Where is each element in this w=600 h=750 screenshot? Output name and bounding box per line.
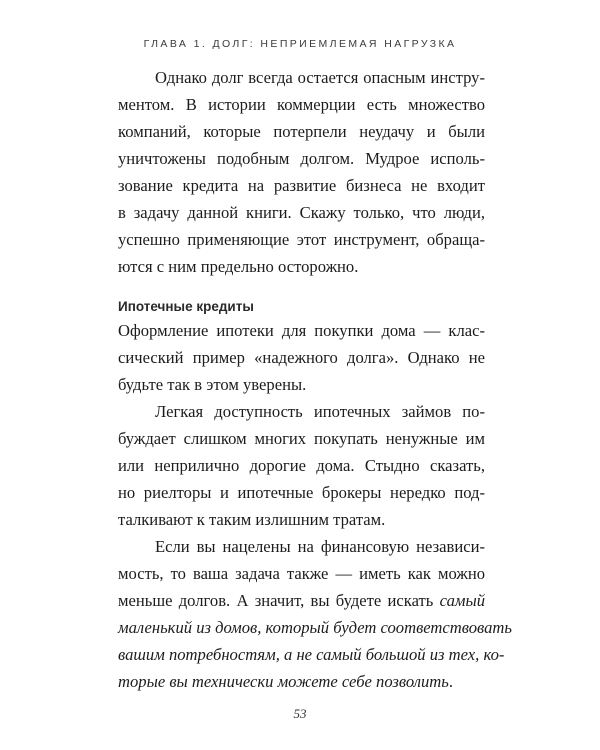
text-line xyxy=(118,672,485,692)
text-line: в задачу данной книги. Скажу только, что люди, xyxy=(118,203,485,222)
text-line: успешно применяющие этот инструмент, обраща- xyxy=(118,230,485,249)
text-line: уничтожены подобным долгом. Мудрое исполь- xyxy=(118,149,485,168)
text-line: мость, то ваша задача также — иметь как можно xyxy=(118,564,485,583)
text-line: будьте так в этом уверены. xyxy=(118,375,307,394)
text-line: Легкая доступность ипотечных займов по- xyxy=(155,402,485,421)
section-heading: Ипотечные кредиты xyxy=(118,299,254,314)
text-line xyxy=(118,591,485,611)
emphasis-text: вашим потребностям, а не самый большой из тех, ко- xyxy=(118,645,505,664)
running-head: ГЛАВА 1. ДОЛГ: НЕПРИЕМЛЕМАЯ НАГРУЗКА xyxy=(143,38,457,50)
text-line: или неприлично дорогие дома. Стыдно сказать, xyxy=(118,456,485,475)
text-span: меньше долгов. А значит, вы будете искать xyxy=(118,591,440,610)
text-line: зование кредита на развитие бизнеса не входит xyxy=(118,176,485,195)
text-line: ментом. В истории коммерции есть множество xyxy=(118,95,485,114)
text-line: талкивают к таким излишним тратам. xyxy=(118,510,386,529)
text-line: буждает слишком многих покупать ненужные им xyxy=(118,429,485,448)
emphasis-text: самый xyxy=(439,591,485,610)
text-span: . xyxy=(448,672,454,691)
text-line: сический пример «надежного долга». Однако не xyxy=(118,348,485,367)
text-line: Если вы нацелены на финансовую независи- xyxy=(155,537,485,556)
text-line: ются с ним предельно осторожно. xyxy=(118,257,359,276)
text-line: но риелторы и ипотечные брокеры нередко под- xyxy=(118,483,485,502)
text-line: Однако долг всегда остается опасным инстру- xyxy=(155,68,485,87)
text-line: Оформление ипотеки для покупки дома — клас- xyxy=(118,321,485,340)
emphasis-text: маленький из домов, который будет соответствовать xyxy=(118,618,512,637)
page-number: 53 xyxy=(293,706,307,721)
text-line: компаний, которые потерпели неудачу и были xyxy=(118,122,485,141)
emphasis-text: торые вы технически можете себе позволить xyxy=(118,672,449,691)
